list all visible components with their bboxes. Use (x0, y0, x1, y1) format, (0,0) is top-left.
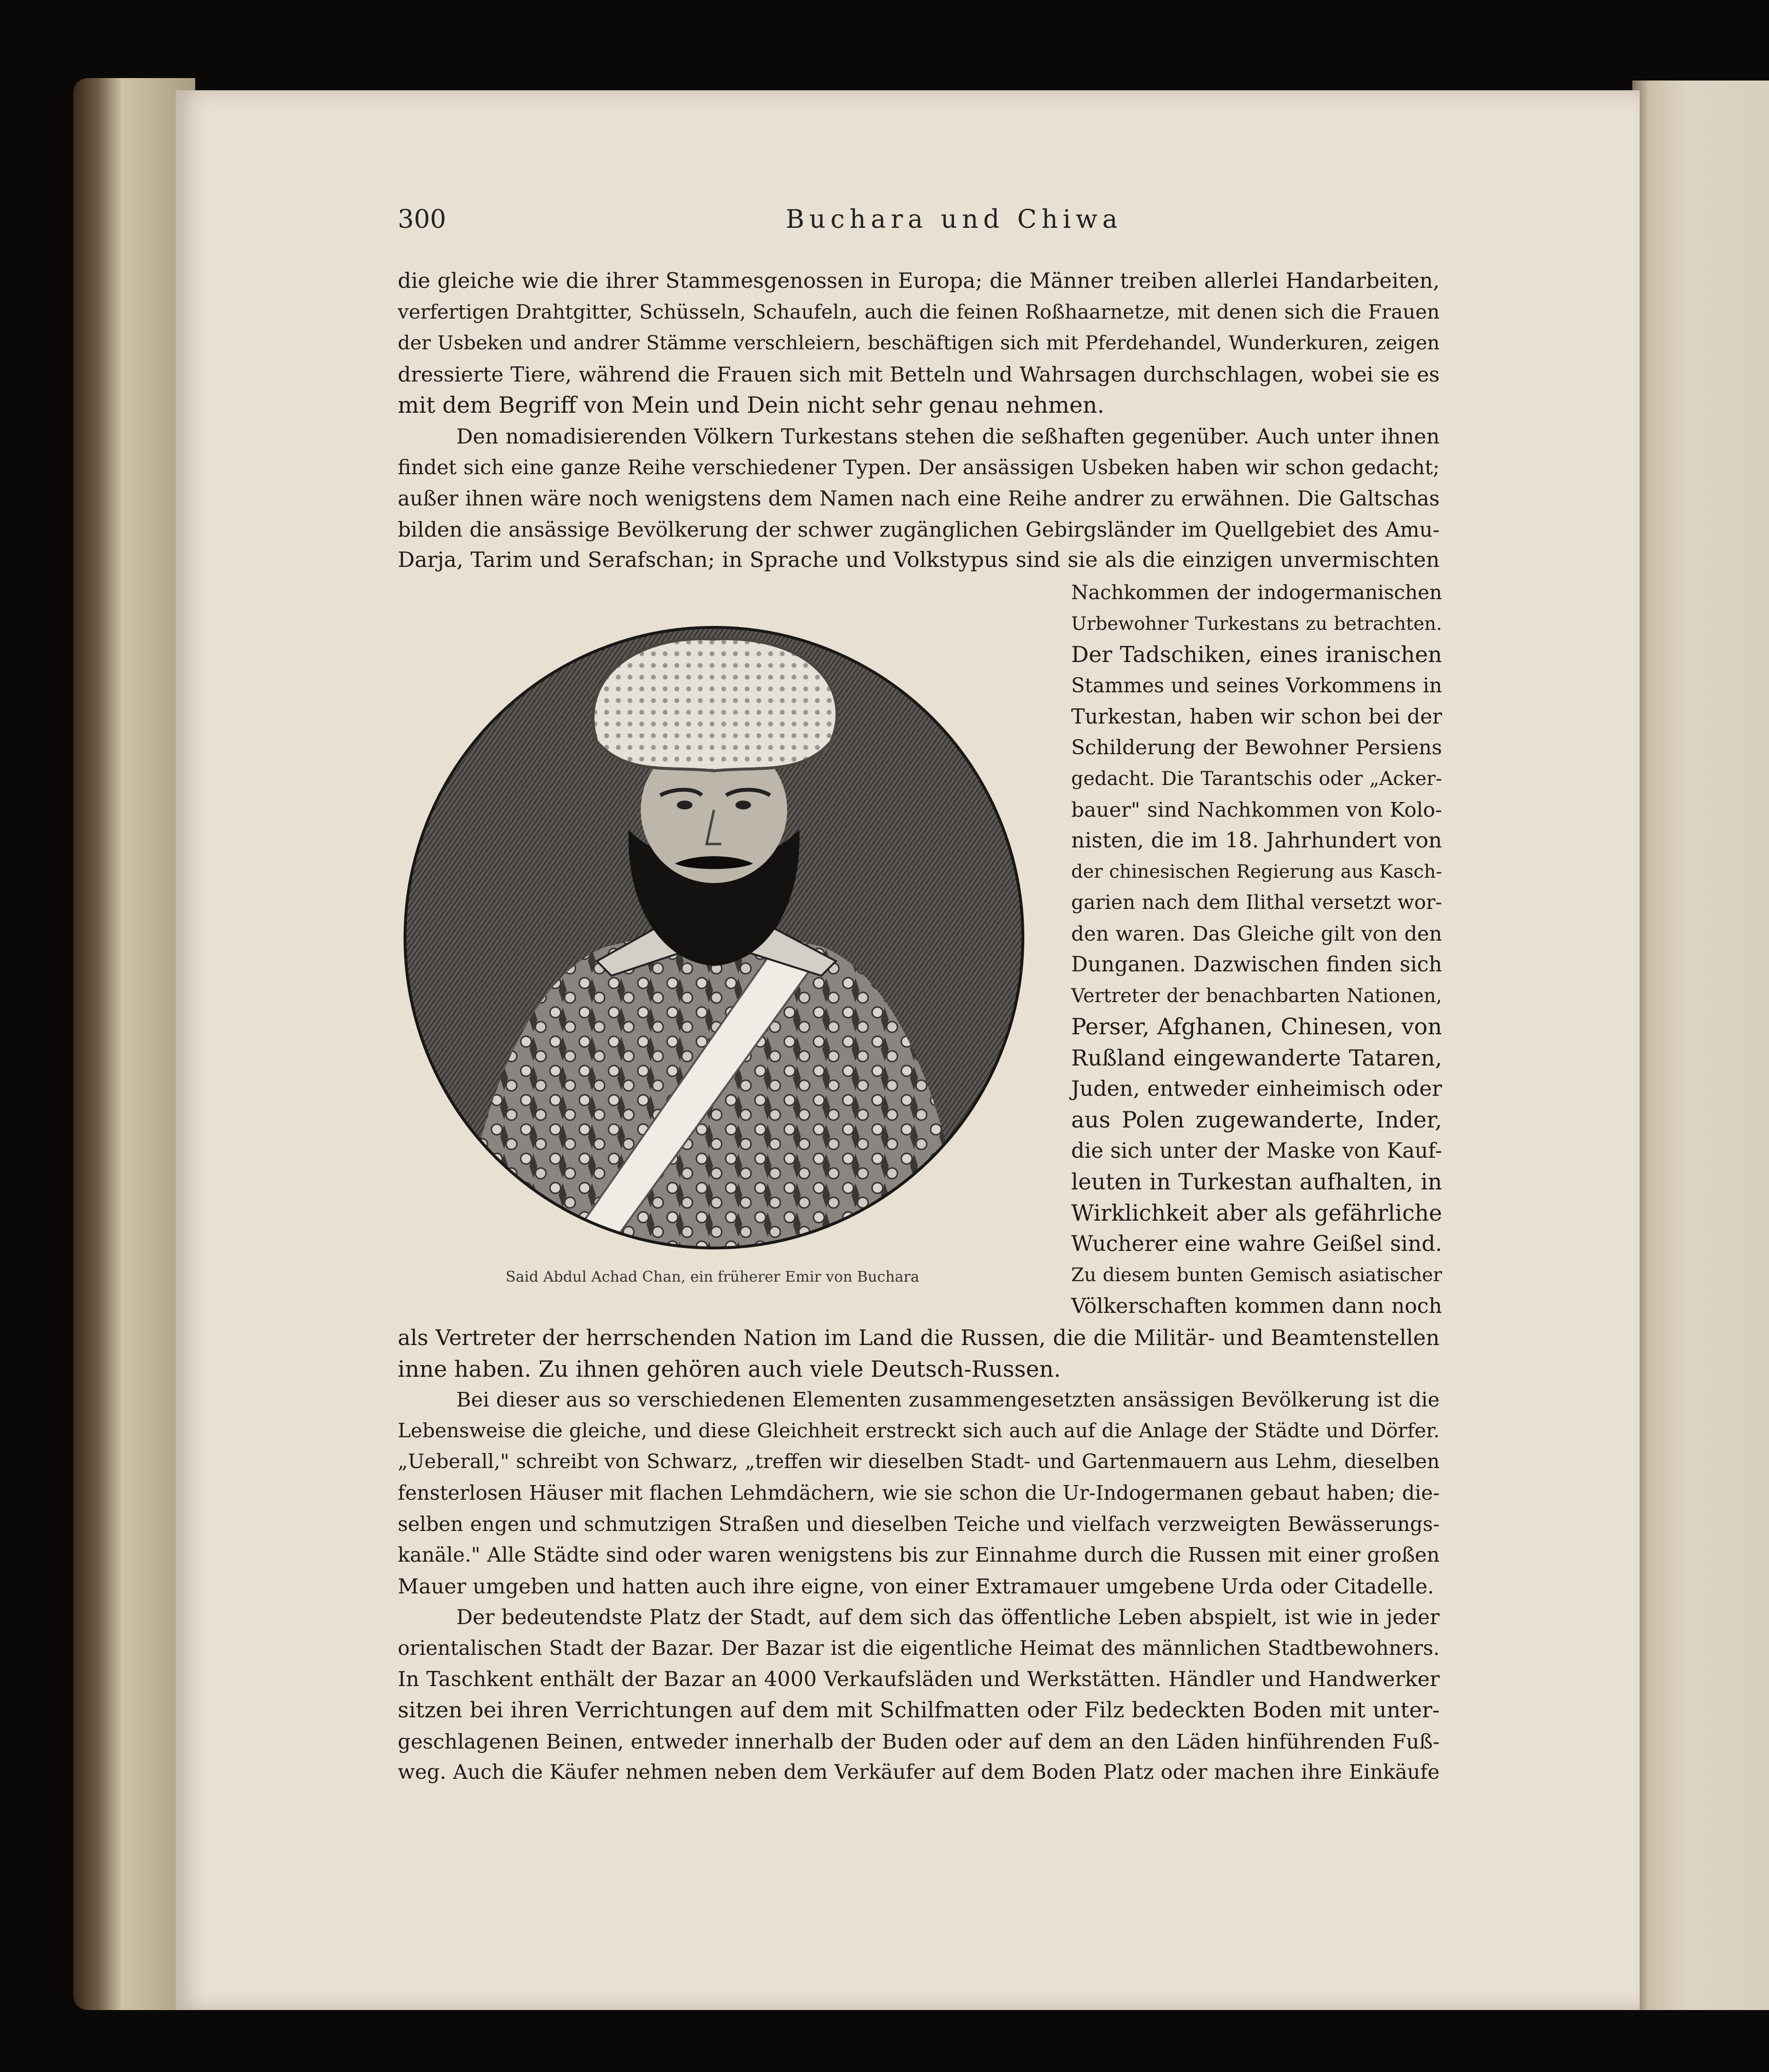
text-line: Der bedeutendste Platz der Stadt, auf dem sich das öffentliche Leben abspielt, ist wie in jeder (456, 1605, 1440, 1629)
text-line: Turkestan, haben wir schon bei der (1071, 704, 1442, 729)
portrait-engraving (402, 624, 1026, 1251)
text-line: Wirklichkeit aber als gefährliche (1071, 1200, 1442, 1226)
text-line: Dunganen. Dazwischen finden sich (1071, 952, 1442, 977)
text-line: „Ueberall," schreibt von Schwarz, „treffen wir dieselben Stadt- und Gartenmauern aus Lehm, dieselben (398, 1450, 1440, 1473)
text-line: Wucherer eine wahre Geißel sind. (1071, 1231, 1442, 1257)
text-line: Mauer umgeben und hatten auch ihre eigne, von einer Extramauer umgebene Urda oder Citadelle. (398, 1574, 1434, 1598)
text-line: Darja, Tarim und Serafschan; in Sprache und Volkstypus sind sie als die einzigen unvermischten (398, 548, 1440, 573)
image-caption: Said Abdul Achad Chan, ein früherer Emir von Buchara (506, 1268, 919, 1286)
text-line: In Taschkent enthält der Bazar an 4000 Verkaufsläden und Werkstätten. Händler und Handwerker (398, 1667, 1440, 1691)
running-title: Buchara und Chiwa (786, 205, 1122, 234)
text-line: sitzen bei ihren Verrichtungen auf dem mit Schilfmatten oder Filz bedeckten Boden mit unter- (398, 1698, 1440, 1723)
text-line: leuten in Turkestan aufhalten, in (1071, 1169, 1442, 1195)
text-line: bilden die ansässige Bevölkerung der schwer zugänglichen Gebirgsländer im Quellgebiet des Amu- (398, 517, 1440, 542)
text-line: der Usbeken und andrer Stämme verschleiern, beschäftigen sich mit Pferdehandel, Wunderkuren, zeigen (398, 332, 1440, 355)
text-line: den waren. Das Gleiche gilt von den (1071, 922, 1442, 945)
text-line: Stammes und seines Vorkommens in (1071, 673, 1442, 697)
text-line: Völkerschaften kommen dann noch (1071, 1294, 1442, 1318)
text-line: bauer" sind Nachkommen von Kolo- (1071, 798, 1442, 822)
text-line: Vertreter der benachbarten Nationen, (1071, 985, 1442, 1007)
text-block-bottom (398, 1323, 1440, 1788)
text-line: die gleiche wie die ihrer Stammesgenossen in Europa; die Männer treiben allerlei Handarbeiten, (398, 269, 1440, 293)
text-line: Der Tadschiken, eines iranischen (1071, 642, 1442, 668)
text-line: dressierte Tiere, während die Frauen sich mit Betteln und Wahrsagen durchschlagen, wobei sie es (398, 362, 1440, 386)
text-line: weg. Auch die Käufer nehmen neben dem Verkäufer auf dem Boden Platz oder machen ihre Einkäufe (398, 1760, 1440, 1784)
text-block-top (398, 266, 1440, 576)
text-line: die sich unter der Maske von Kauf- (1071, 1138, 1442, 1163)
page-number: 300 (398, 205, 447, 234)
text-line: garien nach dem Ilithal versetzt wor- (1071, 891, 1442, 914)
text-line: orientalischen Stadt der Bazar. Der Bazar ist die eigentliche Heimat des männlichen Stadtbewohners. (398, 1636, 1440, 1660)
text-line: nisten, die im 18. Jahrhundert von (1071, 828, 1442, 853)
text-line: verfertigen Drahtgitter, Schüsseln, Schaufeln, auch die feinen Roßhaarnetze, mit denen sich die Frauen (398, 301, 1440, 323)
text-line: außer ihnen wäre noch wenigstens dem Namen nach eine Reihe andrer zu erwähnen. Die Galtschas (398, 486, 1440, 511)
text-line: aus Polen zugewanderte, Inder, (1071, 1106, 1442, 1133)
text-line: als Vertreter der herrschenden Nation im Land die Russen, die die Militär- und Beamtenstellen (398, 1326, 1440, 1350)
text-line: Bei dieser aus so verschiedenen Elementen zusammengesetzten ansässigen Bevölkerung ist die (456, 1388, 1440, 1412)
text-line: Nachkommen der indogermanischen (1071, 581, 1442, 604)
text-line: gedacht. Die Tarantschis oder „Acker- (1071, 767, 1442, 790)
text-line: findet sich eine ganze Reihe verschiedener Typen. Der ansässigen Usbeken haben wir schon gedacht; (398, 455, 1440, 479)
text-line: Lebensweise die gleiche, und diese Gleichheit erstreckt sich auch auf die Anlage der Städte und Dörfer. (398, 1419, 1440, 1442)
text-line: Zu diesem bunten Gemisch asiatischer (1071, 1264, 1442, 1287)
text-line: Perser, Afghanen, Chinesen, von (1071, 1013, 1442, 1040)
text-block-side (1071, 577, 1442, 1322)
text-line: Urbewohner Turkestans zu betrachten. (1071, 612, 1442, 634)
text-line: kanäle." Alle Städte sind oder waren wenigstens bis zur Einnahme durch die Russen mit einer großen (398, 1543, 1440, 1567)
text-line: geschlagenen Beinen, entweder innerhalb der Buden oder auf dem an den Läden hinführenden Fuß- (398, 1729, 1440, 1753)
text-line: Den nomadisierenden Völkern Turkestans stehen die seßhaften gegenüber. Auch unter ihnen (456, 424, 1440, 448)
text-line: mit dem Begriff von Mein und Dein nicht sehr genau nehmen. (398, 392, 1104, 419)
text-line: Schilderung der Bewohner Persiens (1071, 735, 1442, 759)
text-line: selben engen und schmutzigen Straßen und dieselben Teiche und vielfach verzweigten Bewässerungs- (398, 1512, 1440, 1536)
text-line: Rußland eingewanderte Tataren, (1071, 1045, 1442, 1071)
text-line: der chinesischen Regierung aus Kasch- (1071, 861, 1442, 883)
next-page-edge (1632, 80, 1769, 2010)
text-line: fensterlosen Häuser mit flachen Lehmdächern, wie sie schon die Ur-Indogermanen gebaut haben; die- (398, 1481, 1440, 1505)
text-line: inne haben. Zu ihnen gehören auch viele Deutsch-Russen. (398, 1355, 1061, 1382)
text-line: Juden, entweder einheimisch oder (1071, 1076, 1442, 1101)
